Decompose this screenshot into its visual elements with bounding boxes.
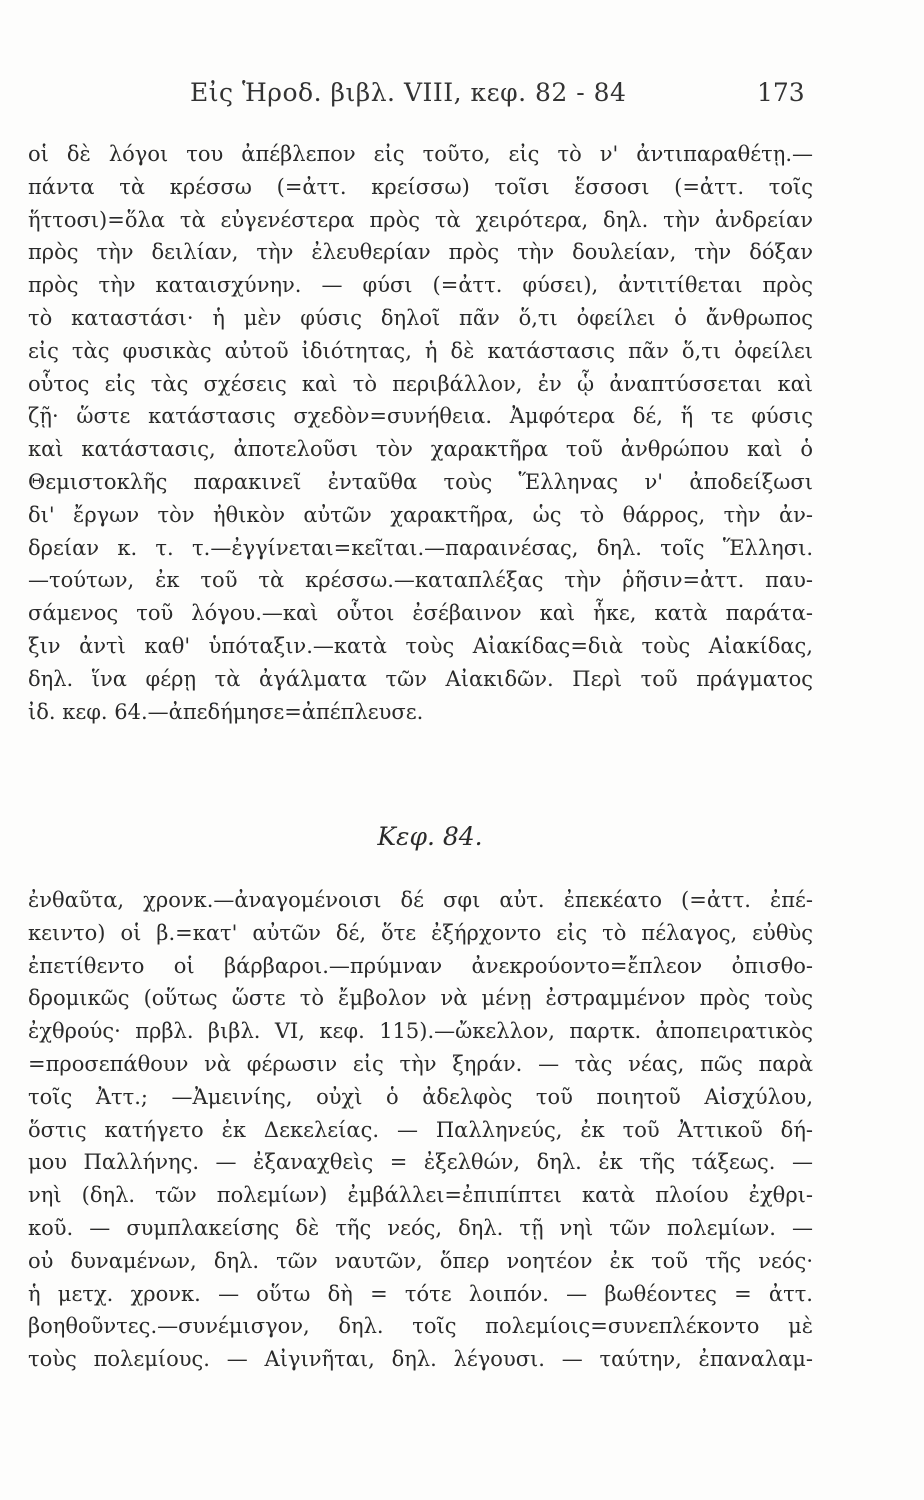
text-line: δηλ. ἵνα φέρῃ τὰ ἀγάλματα τῶν Αἰακιδῶν. Περὶ τοῦ πράγματος: [28, 666, 813, 691]
text-line: κειντο) οἱ β.=κατ' αὐτῶν δέ, ὅτε ἐξήρχοντο εἰς τὸ πέλαγος, εὐθὺς: [28, 920, 813, 945]
text-line: μου Παλλήνης. — ἐξαναχθεὶς = ἐξελθών, δηλ. ἐκ τῆς τάξεως. —: [28, 1150, 813, 1175]
text-line: ἥττοσι)=ὅλα τὰ εὐγενέστερα πρὸς τὰ χειρότερα, δηλ. τὴν ἀνδρείαν: [28, 207, 813, 232]
chapter-commentary-block: [28, 884, 813, 1376]
text-line: τὸ καταστάσι· ἡ μὲν φύσις δηλοῖ πᾶν ὅ,τι ὀφείλει ὁ ἄνθρωπος: [28, 305, 813, 330]
text-line: εἰς τὰς φυσικὰς αὐτοῦ ἰδιότητας, ἡ δὲ κατάστασις πᾶν ὅ,τι ὀφείλει: [28, 338, 813, 363]
text-line: δι' ἔργων τὸν ἠθικὸν αὐτῶν χαρακτῆρα, ὡς τὸ θάρρος, τὴν ἀν-: [28, 502, 813, 527]
text-line: νηὶ (δηλ. τῶν πολεμίων) ἐμβάλλει=ἐπιπίπτει κατὰ πλοίου ἐχθρι-: [28, 1183, 813, 1208]
text-line: σάμενος τοῦ λόγου.—καὶ οὗτοι ἐσέβαινον καὶ ἧκε, κατὰ παράτα-: [28, 601, 813, 626]
page-number: 173: [757, 78, 805, 107]
text-line: δρομικῶς (οὕτως ὥστε τὸ ἔμβολον νὰ μένῃ ἐστραμμένον πρὸς τοὺς: [28, 986, 813, 1011]
running-head: Εἰς Ἡροδ. βιβλ. VIII, κεφ. 82 - 84: [190, 78, 627, 107]
text-line: ξιν ἀντὶ καθ' ὑπόταξιν.—κατὰ τοὺς Αἰακίδας=διὰ τοὺς Αἰακίδας,: [28, 633, 813, 658]
text-line: =προσεπάθουν νὰ φέρωσιν εἰς τὴν ξηράν. — τὰς νέας, πῶς παρὰ: [28, 1051, 813, 1076]
text-line: καὶ κατάστασις, ἀποτελοῦσι τὸν χαρακτῆρα τοῦ ἀνθρώπου καὶ ὁ: [28, 437, 813, 462]
text-line: ζῇ· ὥστε κατάστασις σχεδὸν=συνήθεια. Ἀμφότερα δέ, ἥ τε φύσις: [28, 404, 813, 429]
commentary-block: [28, 138, 813, 728]
chapter-heading: Κεφ. 84.: [377, 822, 483, 851]
text-line: βοηθοῦντες.—συνέμισγον, δηλ. τοῖς πολεμίοις=συνεπλέκοντο μὲ: [28, 1314, 813, 1339]
text-line: ἐπετίθεντο οἱ βάρβαροι.—πρύμναν ἀνεκρούοντο=ἔπλεον ὀπισθο-: [28, 953, 813, 978]
text-line: πρὸς τὴν καταισχύνην. — φύσι (=ἀττ. φύσει), ἀντιτίθεται πρὸς: [28, 273, 813, 298]
text-line: ἐνθαῦτα, χρονκ.—ἀναγομένοισι δέ σφι αὐτ. ἐπεκέατο (=ἀττ. ἐπέ-: [28, 888, 813, 912]
text-line: οὗτος εἰς τὰς σχέσεις καὶ τὸ περιβάλλον, ἐν ᾧ ἀναπτύσσεται καὶ: [28, 371, 813, 396]
text-line: πρὸς τὴν δειλίαν, τὴν ἐλευθερίαν πρὸς τὴν δουλείαν, τὴν δόξαν: [28, 240, 813, 265]
text-line: —τούτων, ἐκ τοῦ τὰ κρέσσω.—καταπλέξας τὴν ῥῆσιν=ἀττ. παυ-: [28, 568, 813, 593]
text-line: οἱ δὲ λόγοι του ἀπέβλεπον εἰς τοῦτο, εἰς τὸ ν' ἀντιπαραθέτῃ.—: [28, 142, 813, 166]
text-line: τοῖς Ἀττ.; —Ἀμεινίης, οὐχὶ ὁ ἀδελφὸς τοῦ ποιητοῦ Αἰσχύλου,: [28, 1084, 813, 1109]
text-line: ὅστις κατήγετο ἐκ Δεκελείας. — Παλληνεύς, ἐκ τοῦ Ἀττικοῦ δή-: [28, 1117, 813, 1142]
text-line: ἐχθρούς· πρβλ. βιβλ. VI, κεφ. 115).—ὤκελλον, παρτκ. ἀποπειρατικὸς: [28, 1019, 813, 1044]
text-line: τοὺς πολεμίους. — Αἰγινῆται, δηλ. λέγουσι. — ταύτην, ἐπαναλαμ-: [28, 1347, 813, 1372]
text-line: οὐ δυναμένων, δηλ. τῶν ναυτῶν, ὅπερ νοητέον ἐκ τοῦ τῆς νεός·: [28, 1248, 813, 1273]
text-line: πάντα τὰ κρέσσω (=ἀττ. κρείσσω) τοῖσι ἕσσοσι (=ἀττ. τοῖς: [28, 174, 813, 199]
text-line: ἡ μετχ. χρονκ. — οὕτω δὴ = τότε λοιπόν. — βωθέοντες = ἀττ.: [28, 1281, 813, 1306]
text-line: δρείαν κ. τ. τ.—ἐγγίνεται=κεῖται.—παραινέσας, δηλ. τοῖς Ἕλλησι.: [28, 535, 813, 560]
text-line: Θεμιστοκλῆς παρακινεῖ ἐνταῦθα τοὺς Ἕλληνας ν' ἀποδείξωσι: [28, 469, 813, 494]
text-line: ἰδ. κεφ. 64.—ἀπεδήμησε=ἀπέπλευσε.: [28, 699, 424, 724]
text-line: κοῦ. — συμπλακείσης δὲ τῆς νεός, δηλ. τῇ νηὶ τῶν πολεμίων. —: [28, 1215, 813, 1240]
